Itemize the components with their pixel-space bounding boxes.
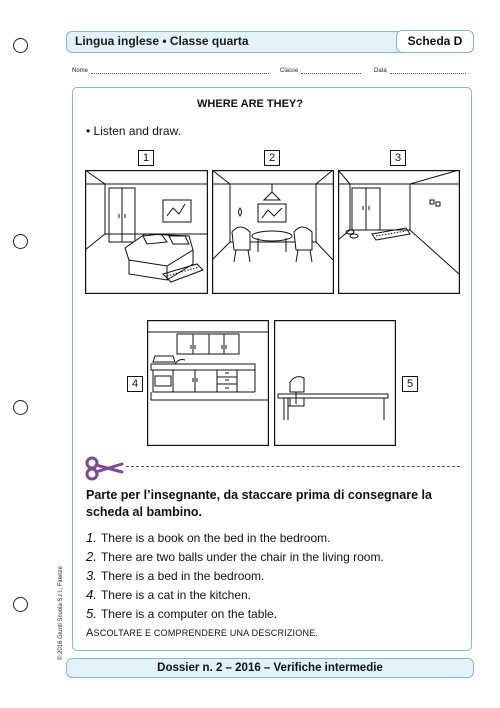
dictation-sentences xyxy=(86,530,384,625)
sentence-text: There is a book on the bed in the bedroom. xyxy=(97,531,331,545)
header-bar xyxy=(66,31,474,53)
binder-hole-lower-middle xyxy=(13,400,28,415)
sentence-text: There is a computer on the table. xyxy=(97,607,278,621)
picture-number-4: 4 xyxy=(127,376,143,392)
binder-hole-upper-middle xyxy=(13,234,28,249)
cut-line xyxy=(126,466,460,467)
teacher-note: Parte per l’insegnante, da staccare prima di consegnare la scheda al bambino. xyxy=(86,488,432,519)
desk-room-picture xyxy=(274,320,396,446)
classe-field[interactable] xyxy=(280,67,361,74)
sentence-5 xyxy=(86,606,384,625)
sentence-number: 3. xyxy=(86,568,97,583)
sentence-4 xyxy=(86,587,384,606)
copyright-notice: © 2016 Giunti Scuola S.r.l., Firenze xyxy=(58,566,64,660)
sentence-number: 4. xyxy=(86,587,97,602)
data-label: Data xyxy=(374,68,387,74)
kitchen-picture xyxy=(147,320,269,446)
exercise-title: WHERE ARE THEY? xyxy=(197,98,303,110)
data-field[interactable] xyxy=(374,67,466,74)
header-title: Lingua inglese • Classe quarta xyxy=(75,34,249,48)
scheda-label: Scheda D xyxy=(396,30,474,53)
sentence-3 xyxy=(86,568,384,587)
exercise-instruction: • Listen and draw. xyxy=(86,124,181,138)
binder-hole-top xyxy=(13,38,28,53)
nome-label: Nome xyxy=(72,68,89,74)
student-info-fields xyxy=(72,67,472,77)
sentence-1 xyxy=(86,530,384,549)
nome-field[interactable] xyxy=(72,67,269,74)
learning-objective: ASCOLTARE E COMPRENDERE UNA DESCRIZIONE. xyxy=(86,627,319,639)
picture-number-2: 2 xyxy=(264,150,280,166)
classe-label: Classe xyxy=(280,68,299,74)
picture-number-5: 5 xyxy=(402,376,418,392)
picture-number-1: 1 xyxy=(138,150,154,166)
footer-bar: Dossier n. 2 – 2016 – Verifiche intermedie xyxy=(66,658,474,678)
sentence-text: There is a cat in the kitchen. xyxy=(97,588,252,602)
scissors-icon xyxy=(84,455,126,481)
sentence-number: 2. xyxy=(86,549,97,564)
binder-hole-bottom xyxy=(13,597,28,612)
sentence-number: 1. xyxy=(86,530,97,545)
empty-bedroom-picture xyxy=(338,170,460,294)
sentence-2 xyxy=(86,549,384,568)
living-room-picture xyxy=(212,170,334,294)
picture-number-3: 3 xyxy=(390,150,406,166)
bedroom-picture xyxy=(85,170,208,294)
sentence-text: There are two balls under the chair in the living room. xyxy=(97,550,384,564)
sentence-text: There is a bed in the bedroom. xyxy=(97,569,265,583)
sentence-number: 5. xyxy=(86,606,97,621)
